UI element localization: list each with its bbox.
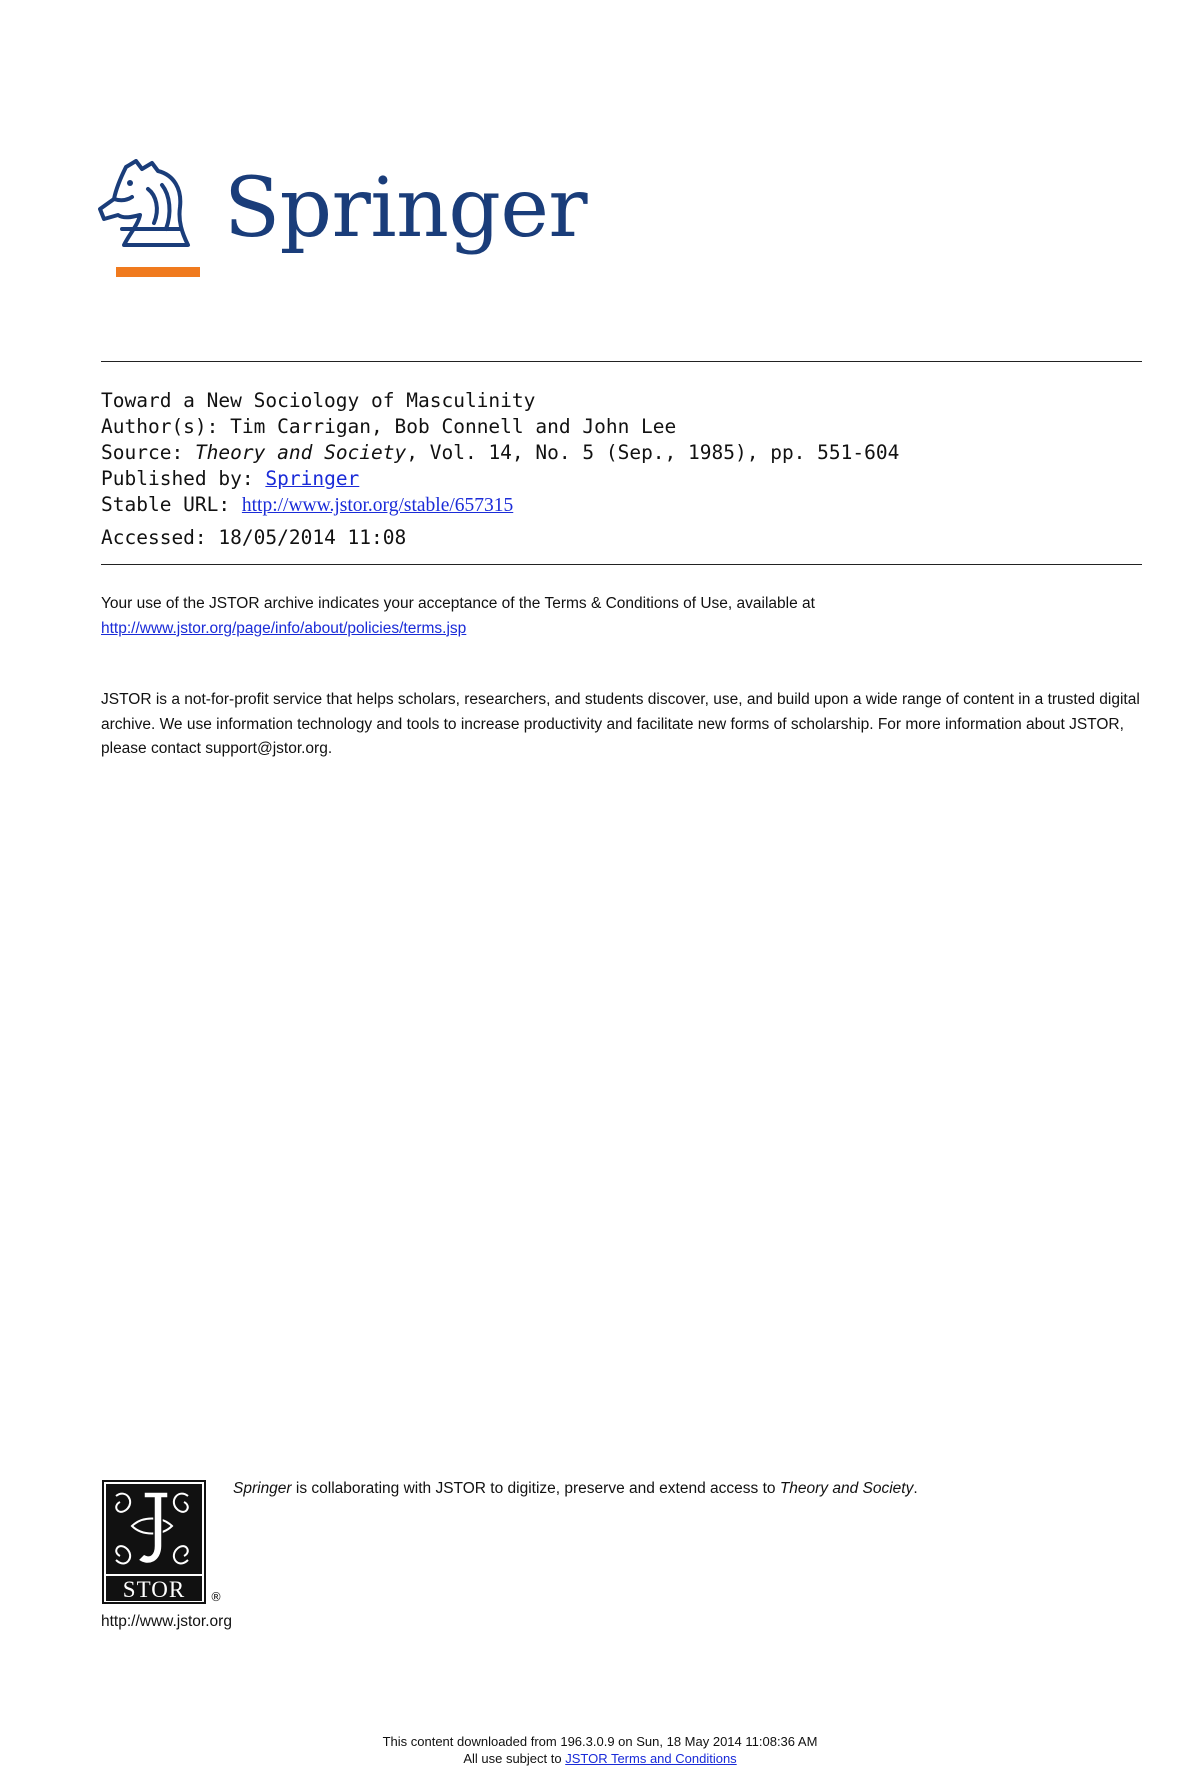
springer-logo: [96, 155, 588, 285]
jstor-logo-text: STOR: [122, 1577, 186, 1602]
collab-end: .: [913, 1480, 918, 1497]
publisher-line: [101, 466, 359, 492]
stable-url-line: [101, 492, 513, 519]
accessed-label: Accessed:: [101, 526, 207, 549]
terms-text: Your use of the JSTOR archive indicates your acceptance of the Terms & Conditions of Use, available at: [101, 595, 815, 612]
terms-notice: [0, 1751, 1200, 1767]
jstor-home-link[interactable]: http://www.jstor.org: [101, 1613, 232, 1630]
accessed-date: 18/05/2014 11:08: [218, 526, 407, 549]
accessed-line: [101, 525, 406, 551]
stable-url-label: Stable URL:: [101, 493, 231, 516]
source-label: Source:: [101, 441, 184, 464]
about-jstor-paragraph: JSTOR is a not-for-profit service that helps scholars, researchers, and students discover, use, and build upon a wide range of content in a trusted digital archive. We use information technology and tools to increase productivity and facilitate new forms of scholarship. For more information about JSTOR, please contact support@jstor.org.: [101, 691, 1140, 757]
springer-wordmark: Springer: [224, 161, 588, 256]
jstor-logo: [102, 1480, 206, 1604]
terms-notice-prefix: All use subject to: [463, 1751, 566, 1766]
collab-publisher: Springer: [233, 1480, 292, 1497]
collaboration-statement: [233, 1478, 918, 1500]
top-divider: [101, 361, 1142, 362]
logo-accent-bar: [116, 267, 200, 277]
terms-link[interactable]: http://www.jstor.org/page/info/about/policies/terms.jsp: [101, 619, 467, 637]
source-details: , Vol. 14, No. 5 (Sep., 1985), pp. 551-604: [406, 441, 900, 464]
collab-middle: is collaborating with JSTOR to digitize, preserve and extend access to: [291, 1480, 780, 1497]
bottom-divider: [101, 564, 1142, 565]
jstor-terms-link[interactable]: JSTOR Terms and Conditions: [565, 1751, 737, 1766]
source-journal: Theory and Society: [194, 441, 407, 464]
knight-horse-icon: [96, 159, 206, 259]
authors: Tim Carrigan, Bob Connell and John Lee: [230, 415, 677, 438]
stable-url-link[interactable]: http://www.jstor.org/stable/657315: [241, 495, 514, 516]
authors-line: [101, 414, 676, 440]
collab-journal: Theory and Society: [779, 1480, 914, 1497]
article-title: Toward a New Sociology of Masculinity: [101, 389, 536, 412]
authors-label: Author(s):: [101, 415, 219, 438]
terms-paragraph: [101, 592, 1151, 641]
publisher-link[interactable]: Springer: [265, 467, 360, 490]
registered-mark: ®: [210, 1590, 222, 1604]
published-label: Published by:: [101, 467, 254, 490]
source-line: [101, 440, 899, 466]
download-notice: This content downloaded from 196.3.0.9 on Sun, 18 May 2014 11:08:36 AM: [382, 1734, 818, 1749]
